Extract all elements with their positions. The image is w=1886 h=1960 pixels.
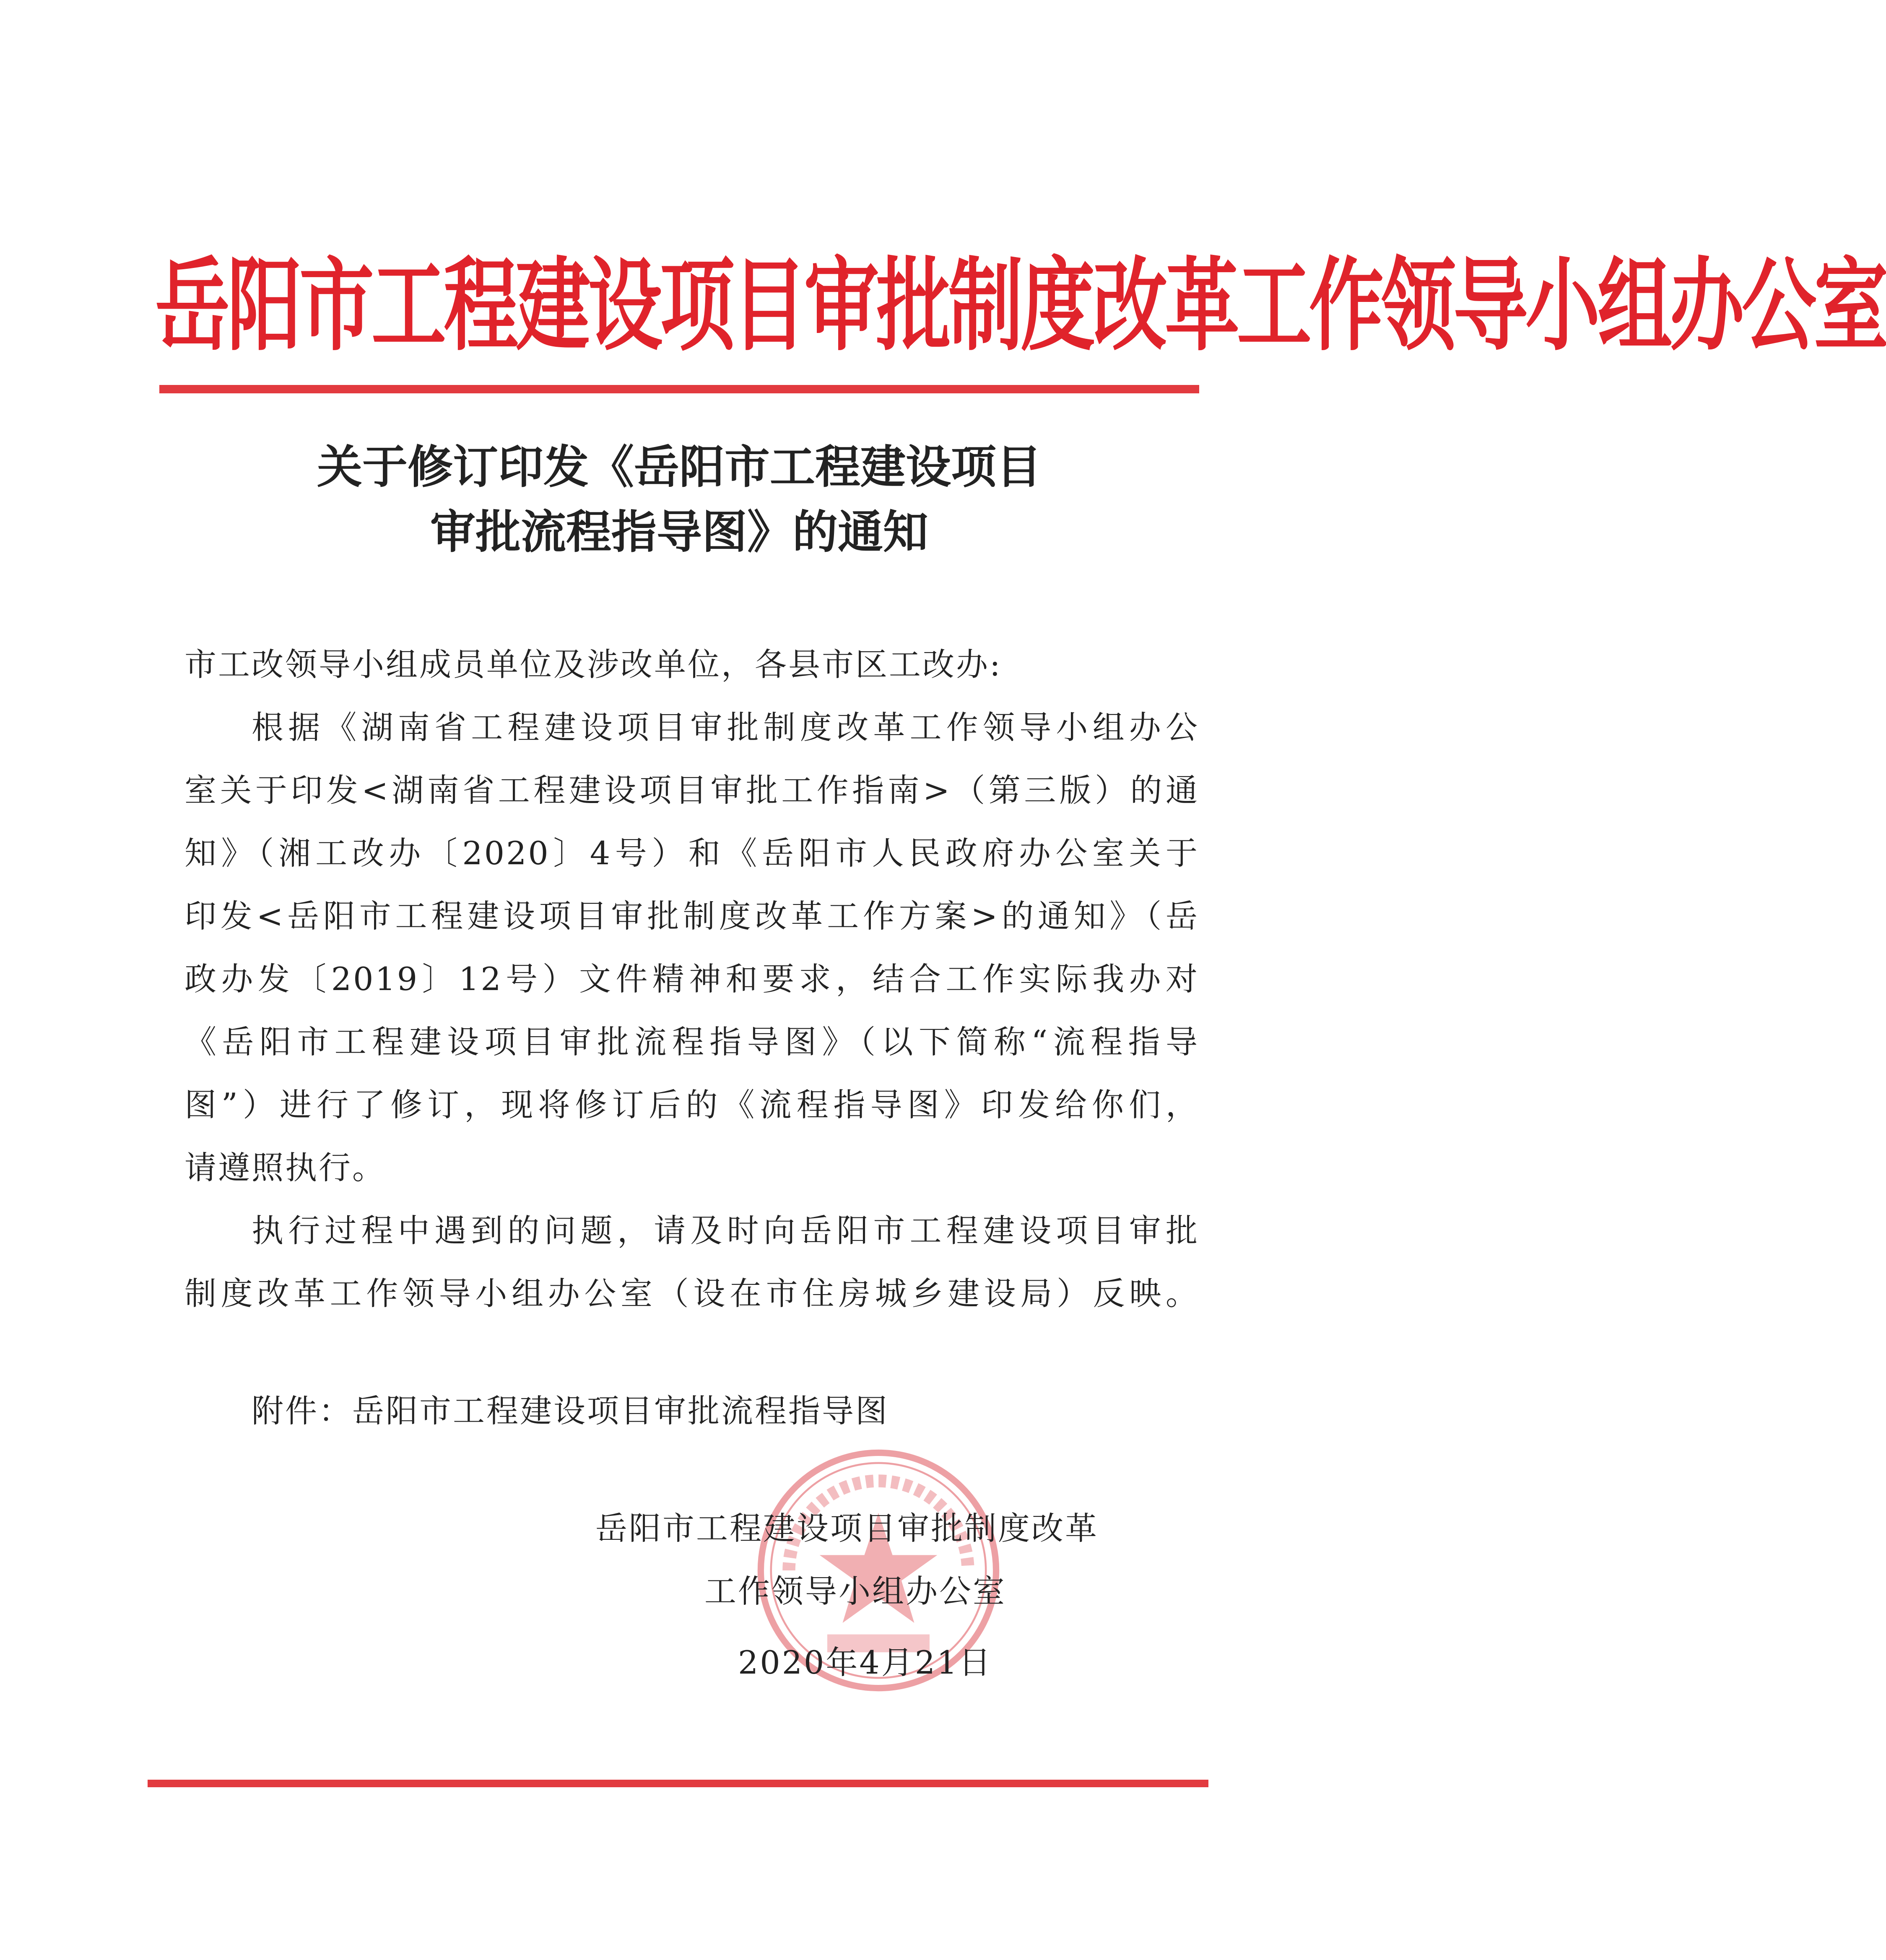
organization-header: 岳阳市工程建设项目审批制度改革工作领导小组办公室 [155, 247, 1886, 365]
paragraph-1-line: 政办发〔2019〕12号）文件精神和要求，结合工作实际我办对 [184, 960, 1199, 998]
paragraph-1-line: 请遵照执行。 [184, 1149, 386, 1186]
paragraph-1-line: 《岳阳市工程建设项目审批流程指导图》（以下简称“流程指导 [184, 1023, 1199, 1061]
paragraph-1-line: 根据《湖南省工程建设项目审批制度改革工作领导小组办公 [252, 709, 1199, 746]
footer-red-rule [148, 1780, 1208, 1787]
document-title-line-1: 关于修订印发《岳阳市工程建设项目 [317, 441, 1042, 494]
paragraph-1-line: 室关于印发<湖南省工程建设项目审批工作指南>（第三版）的通 [184, 772, 1199, 809]
paragraph-1-line: 图”）进行了修订，现将修订后的《流程指导图》印发给你们， [184, 1086, 1199, 1123]
document-title-line-2: 审批流程指导图》的通知 [430, 506, 928, 559]
signature-line-1: 岳阳市工程建设项目审批制度改革 [595, 1510, 1099, 1547]
paragraph-2-line: 执行过程中遇到的问题，请及时向岳阳市工程建设项目审批 [252, 1212, 1199, 1249]
paragraph-1-line: 知》（湘工改办〔2020〕4号）和《岳阳市人民政府办公室关于 [184, 834, 1199, 872]
attachment-line: 附件：岳阳市工程建设项目审批流程指导图 [252, 1392, 889, 1430]
signature-date: 2020年4月21日 [738, 1644, 992, 1681]
header-red-rule [159, 385, 1199, 393]
signature-line-2: 工作领导小组办公室 [704, 1573, 1006, 1610]
paragraph-2-line: 制度改革工作领导小组办公室（设在市住房城乡建设局）反映。 [184, 1275, 1199, 1312]
paragraph-1-line: 印发<岳阳市工程建设项目审批制度改革工作方案>的通知》（岳 [184, 897, 1199, 935]
salutation: 市工改领导小组成员单位及涉改单位，各县市区工改办: [184, 646, 1002, 683]
